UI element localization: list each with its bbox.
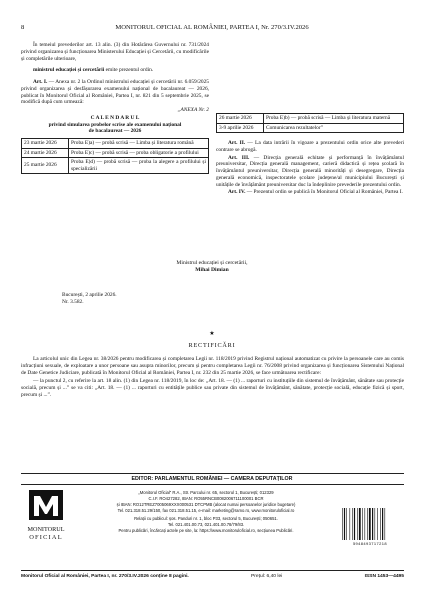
- divider: [21, 473, 404, 474]
- table-cell-desc: Proba E)d) — probă scrisă — proba la alegere a profilului și specializării: [69, 158, 209, 174]
- barcode-bar: [350, 508, 351, 540]
- table-cell-date: 23 martie 2026: [22, 139, 69, 149]
- page-number: 8: [21, 24, 25, 31]
- barcode-bar: [380, 508, 381, 540]
- barcode-number: 5948493717218: [352, 541, 388, 546]
- page-footer: [21, 574, 404, 584]
- table-row: [22, 139, 209, 149]
- table-cell-desc: Proba E)c) — probă scrisă — proba obligatorie a profilului: [69, 148, 209, 158]
- issue-place: [62, 292, 117, 306]
- barcode-bar: [357, 508, 358, 540]
- table-cell-desc: Comunicarea rezultatelor”: [264, 123, 404, 133]
- divider: [21, 570, 404, 571]
- issue-date: București, 2 aprilie 2026.: [62, 292, 117, 298]
- table-cell-date: 26 martie 2026: [217, 114, 264, 124]
- table-row: [22, 148, 209, 158]
- barcode-bar: [375, 508, 376, 540]
- order-number: Nr. 3.582.: [62, 298, 84, 305]
- divider: [21, 484, 404, 485]
- article-1-label: Art. I.: [33, 79, 48, 85]
- article-4: Art. IV. — Prezentul ordin se publică în Monitorul Oficial al României, Partea I.: [228, 189, 403, 196]
- footer-issue: Monitorul Oficial al României, Partea I, nr. 270/3.IV.2026 conține 8 pagini.: [21, 574, 189, 579]
- logo-line-1: MONITORUL: [27, 526, 65, 533]
- barcode-bar: [354, 508, 355, 540]
- calendar-subtitle: privind simularea probelor scrise ale examenului național: [48, 121, 182, 128]
- barcode-bar: [362, 508, 363, 540]
- section-separator: ★: [209, 331, 215, 337]
- issuer-line: ministrul educației și cercetării emite prezentul ordin.: [33, 67, 154, 74]
- barcode-bar: [377, 508, 378, 540]
- page-header: [0, 24, 424, 34]
- editor-line: EDITOR: PARLAMENTUL ROMÂNIEI — CAMERA DEPUTAȚILOR: [131, 476, 293, 482]
- calendar-table-left: [21, 138, 209, 174]
- table-row: [22, 158, 209, 174]
- publication-title: MONITORUL OFICIAL AL ROMÂNIEI, PARTEA I, Nr. 270/3.IV.2026: [115, 24, 309, 31]
- table-cell-date: 3-9 aprilie 2026: [217, 123, 264, 133]
- publisher-iban: și IBAN: RO12TREZ7005069XXX000531 DTCPMB (alocat numai persoanelor juridice bugetare): [116, 502, 296, 507]
- table-row: [217, 114, 404, 124]
- table-cell-desc: Proba E)b) — probă scrisă — Limba și literatura maternă: [264, 114, 404, 124]
- barcode-bar: [346, 508, 347, 540]
- public-relations-phone: Tel. 021.401.00.73, 021.401.00.78/79/83.: [167, 522, 245, 527]
- right-column: [216, 113, 404, 196]
- barcode-bar: [342, 508, 343, 540]
- barcode: [341, 508, 399, 540]
- article-3: Art. III. — Direcția generală echitate și performanță în învățământul preuniversitar, Direcția generală management, carieră didactică și rețea școlară în învățământul preuniversitar, Direcția generală minorități și desegregare, Direcția generală economică, inspectoratele școlare județene/al municipiului București și unitățile de învățământ preuniversitar duc la îndeplinire prevederile prezentului ordin.: [216, 154, 404, 188]
- signatory-name: Mihai Dimian: [195, 267, 229, 273]
- public-relations: Relații cu publicul: șos. Panduri nr. 1, bloc P33, sectorul 5, București; 050651.: [134, 516, 278, 521]
- calendar-title: C A L E N D A R U L: [90, 114, 140, 121]
- barcode-bar: [359, 508, 361, 540]
- publisher-contact: Tel. 021.318.51.29/150, fax 021.318.51.15, e-mail: marketing@ramo.ro, www.monitoruloficial.ro: [117, 508, 295, 513]
- table-cell-date: 24 martie 2026: [22, 148, 69, 158]
- barcode-bar: [369, 508, 371, 540]
- barcode-bar: [382, 508, 383, 540]
- rectificari-body: [21, 356, 404, 399]
- signature-block: [0, 260, 424, 274]
- footer-price: Prețul: 6,40 lei: [251, 574, 283, 579]
- publishing-note: Pentru publicări, încărcați actele pe site, la: https://www.monitoruloficial.ro, secțiunea Publicări.: [118, 528, 294, 533]
- rectificari-correction: — la punctul 2, cu referire la art. 18 alin. (1) din Legea nr. 118/2019, în loc de: „Art. 18. — (1) ... raporturi cu instituțiile din sistemul de învățământ, sănătate sau protecție socială, precum și ...” se va citi: „Art. 18. — (1) ... raporturi cu entitățile publice sau private din sistemul de învățământ, sănătate, protecție socială, educație fizică și sport, precum și ...”.: [21, 378, 404, 398]
- logo-line-2: OFICIAL: [29, 534, 63, 541]
- publisher-address: „Monitorul Oficial” R.A., Str. Parcului nr. 65, sectorul 1, București; 012329: [138, 490, 274, 495]
- table-cell-date: 25 martie 2026: [22, 158, 69, 174]
- article-1-text: — Anexa nr. 2 la Ordinul ministrului educației și cercetării nr. 6.059/2025 privind organizarea și desfășurarea examenului național de bacalaureat — 2026, publicat în Monitorul Oficial al României, Partea I, nr. 821 din 5 septembrie 2025, se modifică după cum urmează:: [21, 79, 209, 106]
- article-2: Art. II. — La data intrării în vigoare a prezentului ordin orice alte prevederi contrare se abrogă.: [216, 140, 404, 153]
- barcode-bar: [352, 508, 353, 540]
- calendar-subtitle-2: de bacalaureat — 2026: [88, 128, 142, 135]
- legal-basis: În temeiul prevederilor art. 13 alin. (3) din Hotărârea Guvernului nr. 731/2024 privind organizarea și funcționarea Ministerului Educației și Cercetării, cu modificările și completările ulterioare,: [21, 42, 209, 62]
- publisher-info: [78, 490, 334, 534]
- rectificari-title: RECTIFICĂRI: [188, 342, 236, 349]
- barcode-bar: [344, 508, 345, 540]
- barcode-bar: [385, 508, 386, 540]
- barcode-bar: [365, 508, 366, 540]
- barcode-bar: [367, 508, 368, 540]
- annex-label: „ANEXA Nr. 2: [177, 107, 209, 113]
- table-cell-desc: Proba E)a) — probă scrisă — Limba și literatura română: [69, 139, 209, 149]
- article-1: [21, 79, 209, 106]
- barcode-bar: [372, 508, 373, 540]
- table-row: [217, 123, 404, 133]
- rectificari-paragraph: La articolul unic din Legea nr. 38/2026 pentru modificarea și completarea Legii nr. 118/2019 privind Registrul național automatizat cu privire la persoanele care au comis infracțiuni sexuale, de exploatare a unor persoane sau asupra minorilor, precum și pentru completarea Legii nr. 76/2008 privind organizarea și funcționarea Sistemului Național de Date Genetice Judiciare, publicată în Monitorul Oficial al României, Partea I, nr. 232 din 25 martie 2026, se face următoarea rectificare:: [21, 356, 404, 376]
- calendar-table-right: [216, 113, 404, 133]
- monitorul-oficial-logo: [26, 488, 66, 548]
- left-column: [21, 42, 209, 174]
- issuer-title: ministrul educației și cercetării: [33, 67, 105, 74]
- publisher-fiscal: C.I.F. RO427282, IBAN: RO55RNCB0082006711100001 BCR: [148, 496, 264, 501]
- footer-issn: ISSN 1453—4495: [364, 574, 404, 579]
- signatory-role: Ministrul educației și cercetării,: [176, 260, 248, 266]
